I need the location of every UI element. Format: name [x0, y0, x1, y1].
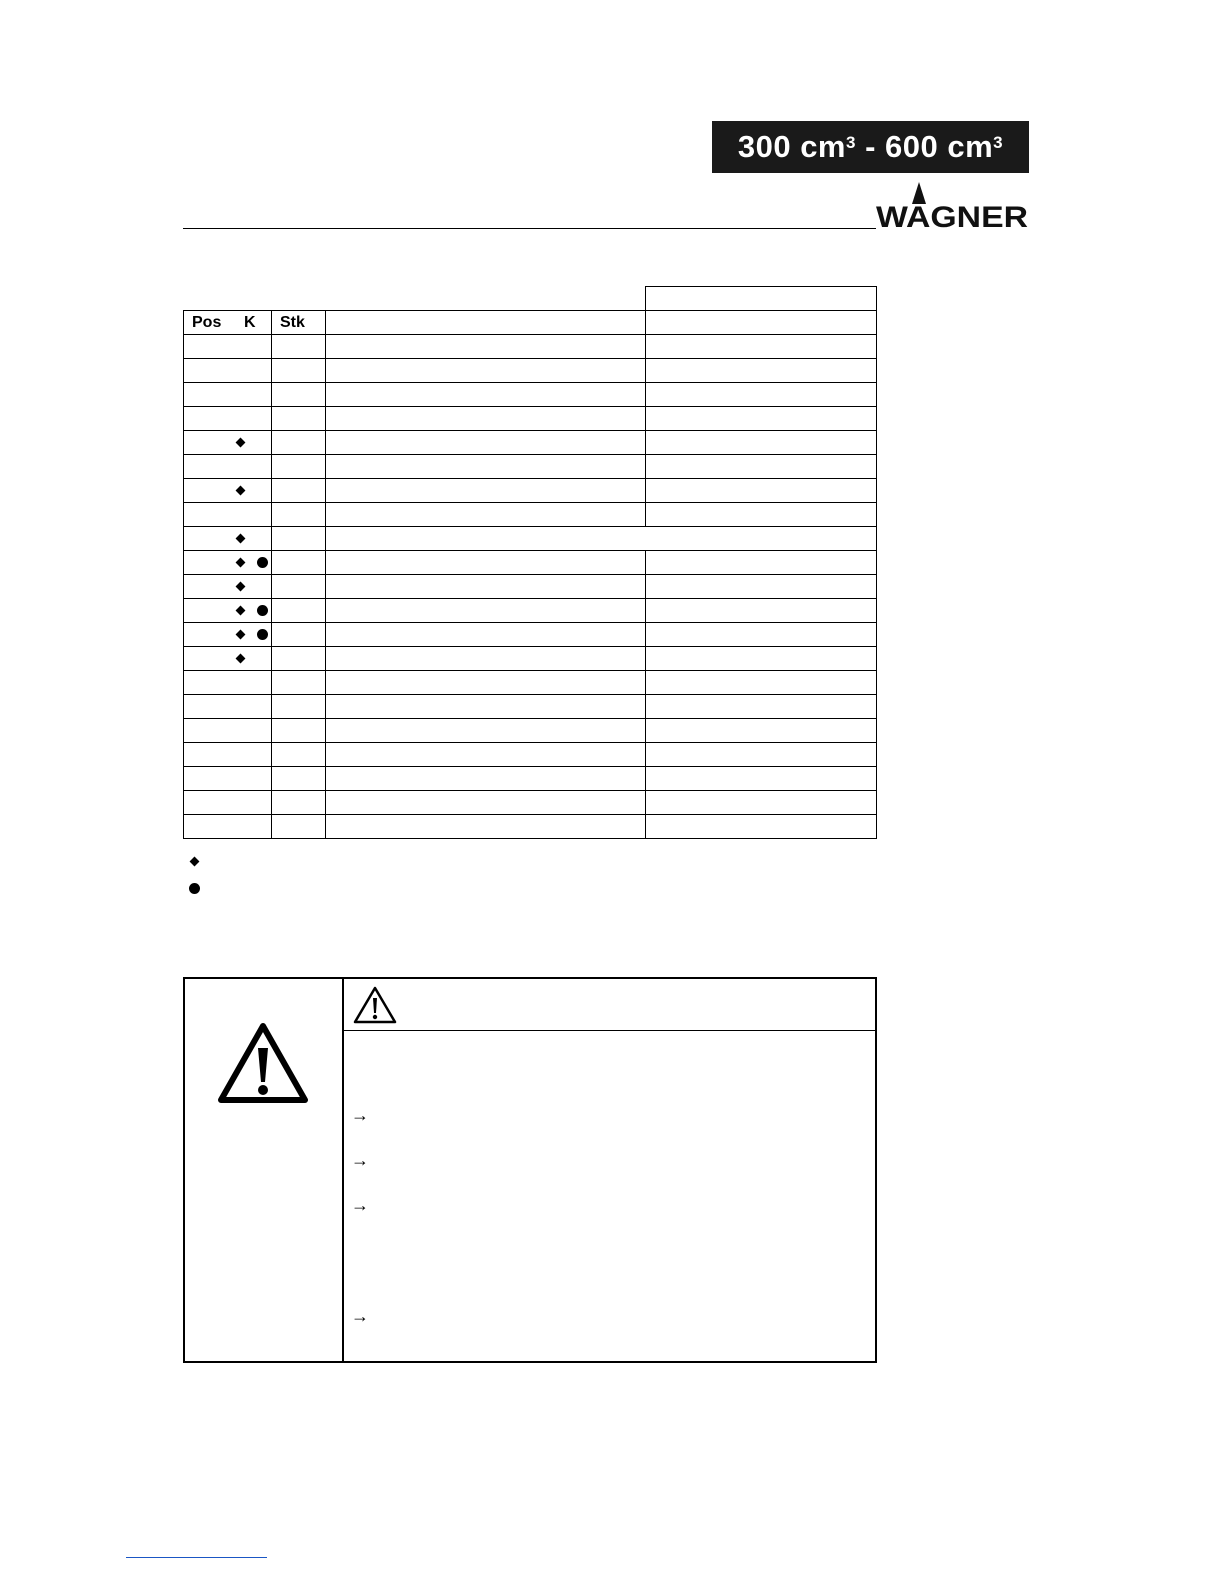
diamond-marker-icon: [236, 438, 246, 448]
description-cell: [326, 479, 646, 503]
order-no-cell: [646, 383, 877, 407]
pos-k-cell: [184, 503, 272, 527]
description-cell: [326, 455, 646, 479]
dot-marker-icon: [257, 605, 268, 616]
pos-k-cell: [184, 575, 272, 599]
table-row: [184, 719, 877, 743]
table-row: [184, 455, 877, 479]
stk-cell: [272, 383, 326, 407]
pos-k-cell: [184, 743, 272, 767]
order-no-cell: [646, 479, 877, 503]
stk-cell: [272, 647, 326, 671]
description-cell: [326, 503, 646, 527]
header-rule: [183, 228, 876, 229]
order-no-cell: [646, 623, 877, 647]
table-row: [184, 575, 877, 599]
stk-cell: [272, 815, 326, 839]
table-row: [184, 383, 877, 407]
description-cell: [326, 407, 646, 431]
order-no-cell: [646, 815, 877, 839]
bullet-arrow-4: →: [351, 1306, 369, 1326]
table-row: [184, 551, 877, 575]
order-no-cell: [646, 431, 877, 455]
pos-k-cell: [184, 359, 272, 383]
small-warning-icon: [352, 985, 398, 1025]
stk-cell: [272, 527, 326, 551]
table-row: [184, 623, 877, 647]
table-top-header-cell: [645, 286, 877, 311]
order-no-cell: [646, 695, 877, 719]
order-no-cell: [646, 791, 877, 815]
stk-cell: [272, 599, 326, 623]
stk-cell: [272, 359, 326, 383]
order-no-cell: [646, 407, 877, 431]
order-no-cell: [646, 455, 877, 479]
pos-k-cell: [184, 407, 272, 431]
header-k: K: [244, 314, 256, 331]
table-row: [184, 695, 877, 719]
header-pos: Pos: [192, 314, 222, 331]
large-warning-icon: [217, 1022, 309, 1104]
stk-cell: [272, 407, 326, 431]
pos-k-cell: [184, 647, 272, 671]
table-row: [184, 503, 877, 527]
description-cell: [326, 647, 646, 671]
warning-box: [183, 977, 877, 1363]
description-cell: [326, 623, 646, 647]
description-cell: [326, 695, 646, 719]
pos-k-cell: [184, 479, 272, 503]
table-row: [184, 743, 877, 767]
badge-separator: -: [855, 129, 886, 164]
pos-k-cell: [184, 527, 272, 551]
stk-cell: [272, 455, 326, 479]
pos-k-cell: [184, 599, 272, 623]
description-cell: [326, 383, 646, 407]
description-cell: [326, 335, 646, 359]
pos-k-cell: [184, 383, 272, 407]
stk-cell: [272, 503, 326, 527]
description-cell: [326, 359, 646, 383]
description-cell: [326, 551, 646, 575]
description-cell: [326, 815, 646, 839]
warning-title-row: [344, 979, 875, 1031]
legend-dot-icon: [189, 883, 200, 894]
stk-cell: [272, 623, 326, 647]
order-no-cell: [646, 767, 877, 791]
warning-content-panel: [344, 979, 875, 1361]
stk-cell: [272, 719, 326, 743]
diamond-marker-icon: [236, 606, 246, 616]
stk-cell: [272, 671, 326, 695]
dot-marker-icon: [257, 629, 268, 640]
stk-cell: [272, 479, 326, 503]
table-row: [184, 815, 877, 839]
order-no-cell: [646, 599, 877, 623]
stk-cell: [272, 431, 326, 455]
table-row: [184, 407, 877, 431]
dot-marker-icon: [257, 557, 268, 568]
table-row: [184, 791, 877, 815]
stk-cell: [272, 791, 326, 815]
header-order-no: [646, 311, 877, 335]
pos-k-cell: [184, 671, 272, 695]
pos-k-cell: [184, 335, 272, 359]
badge-sup-b: 3: [993, 133, 1004, 152]
order-no-cell: [646, 551, 877, 575]
parts-table-header-row: [184, 311, 877, 335]
table-row: [184, 647, 877, 671]
diamond-marker-icon: [236, 486, 246, 496]
warning-icon-panel: [185, 979, 344, 1361]
bullet-arrow-3: →: [351, 1195, 369, 1215]
header-stk: Stk: [272, 311, 326, 335]
description-cell: [326, 431, 646, 455]
table-row: [184, 527, 877, 551]
pos-k-cell: [184, 431, 272, 455]
table-row: [184, 359, 877, 383]
stk-cell: [272, 575, 326, 599]
order-no-cell: [646, 719, 877, 743]
product-size-badge: [712, 121, 1029, 173]
bullet-arrow-2: →: [351, 1150, 369, 1170]
pos-k-cell: [184, 455, 272, 479]
description-cell: [326, 791, 646, 815]
order-no-cell: [646, 503, 877, 527]
table-row: [184, 767, 877, 791]
table-row: [184, 479, 877, 503]
description-cell: [326, 743, 646, 767]
table-row: [184, 671, 877, 695]
order-no-cell: [646, 359, 877, 383]
order-no-cell: [646, 647, 877, 671]
table-row: [184, 335, 877, 359]
pos-k-cell: [184, 623, 272, 647]
order-no-cell: [646, 575, 877, 599]
order-no-cell: [646, 671, 877, 695]
wagner-logo: [874, 180, 1030, 232]
stk-cell: [272, 743, 326, 767]
pos-k-cell: [184, 551, 272, 575]
stk-cell: [272, 695, 326, 719]
stk-cell: [272, 335, 326, 359]
diamond-marker-icon: [236, 630, 246, 640]
pos-k-cell: [184, 791, 272, 815]
order-no-cell: [646, 335, 877, 359]
pos-k-cell: [184, 695, 272, 719]
badge-size-b: 600 cm: [885, 129, 994, 164]
diamond-marker-icon: [236, 558, 246, 568]
footer-link-underline[interactable]: [126, 1557, 267, 1558]
description-cell: [326, 575, 646, 599]
description-cell: [326, 527, 877, 551]
pos-k-cell: [184, 767, 272, 791]
parts-table-body: [184, 335, 877, 839]
stk-cell: [272, 551, 326, 575]
diamond-marker-icon: [236, 534, 246, 544]
badge-size-a: 300 cm: [737, 129, 846, 164]
header-description: [326, 311, 646, 335]
bullet-arrow-1: →: [351, 1105, 369, 1125]
table-row: [184, 431, 877, 455]
diamond-marker-icon: [236, 654, 246, 664]
stk-cell: [272, 767, 326, 791]
header-pos-k-cell: [184, 311, 272, 335]
diamond-marker-icon: [236, 582, 246, 592]
pos-k-cell: [184, 815, 272, 839]
logo-wordmark: WAGNER: [876, 201, 1029, 232]
table-row: [184, 599, 877, 623]
description-cell: [326, 767, 646, 791]
description-cell: [326, 671, 646, 695]
order-no-cell: [646, 743, 877, 767]
legend-diamond-icon: [190, 857, 200, 867]
parts-table: [183, 310, 877, 839]
description-cell: [326, 599, 646, 623]
badge-sup-a: 3: [846, 133, 856, 152]
pos-k-cell: [184, 719, 272, 743]
description-cell: [326, 719, 646, 743]
